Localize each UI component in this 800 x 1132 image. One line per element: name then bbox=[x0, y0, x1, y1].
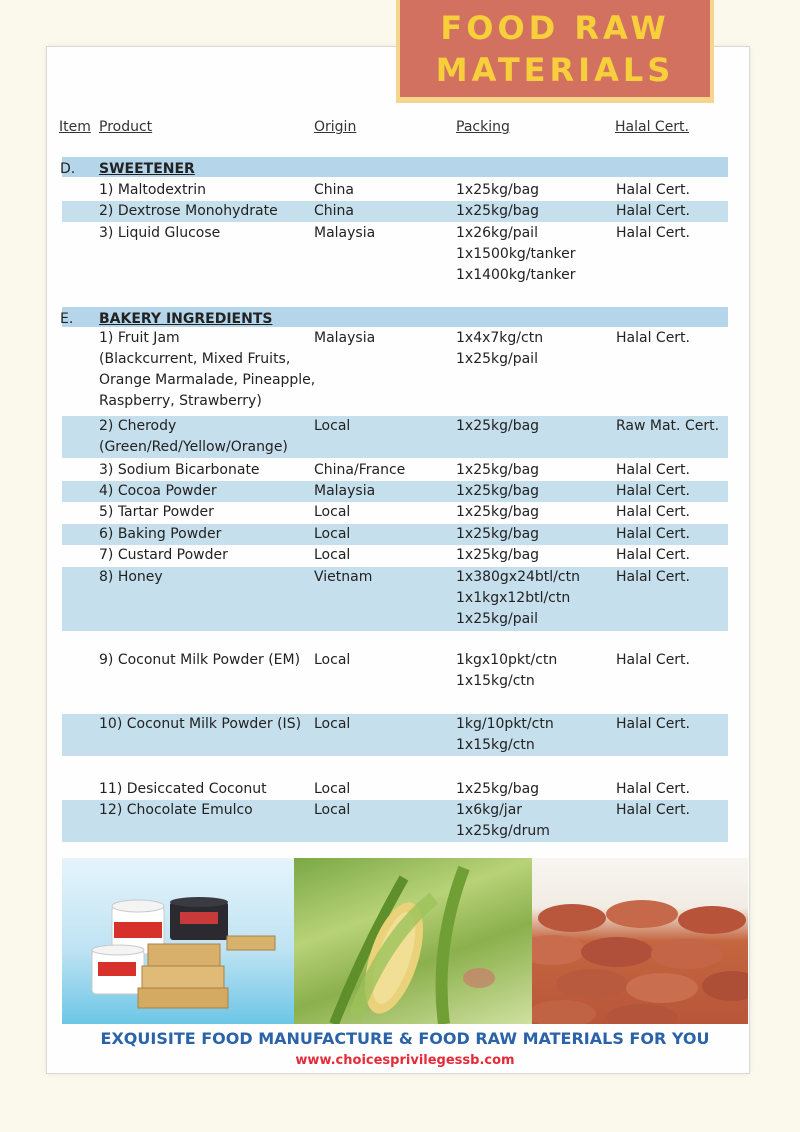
packing-cell: 1x25kg/bag bbox=[456, 418, 540, 434]
packing-cell: 1x25kg/bag bbox=[456, 526, 540, 542]
product-name: 12) Chocolate Emulco bbox=[99, 802, 253, 818]
footer-url[interactable]: www.choicesprivilegessb.com bbox=[295, 1053, 515, 1068]
origin-cell: Malaysia bbox=[314, 330, 376, 346]
origin-cell: Local bbox=[314, 504, 351, 520]
halal-cert-cell: Halal Cert. bbox=[616, 483, 690, 499]
halal-cert-cell: Halal Cert. bbox=[616, 330, 690, 346]
packing-cell: 1x1500kg/tanker bbox=[456, 246, 576, 262]
origin-cell: China bbox=[314, 182, 354, 198]
halal-cert-cell: Halal Cert. bbox=[616, 182, 690, 198]
packing-cell: 1x25kg/bag bbox=[456, 462, 540, 478]
packing-cell: 1x26kg/pail bbox=[456, 225, 538, 241]
origin-cell: Local bbox=[314, 526, 351, 542]
origin-cell: China bbox=[314, 203, 354, 219]
product-name: 2) Cherody bbox=[99, 418, 177, 434]
origin-cell: Local bbox=[314, 716, 351, 732]
origin-cell: China/France bbox=[314, 462, 406, 478]
packing-cell: 1x4x7kg/ctn bbox=[456, 330, 544, 346]
packing-cell: 1x25kg/pail bbox=[456, 351, 538, 367]
product-name: 3) Liquid Glucose bbox=[99, 225, 221, 241]
origin-cell: Local bbox=[314, 547, 351, 563]
product-name: 7) Custard Powder bbox=[99, 547, 228, 563]
origin-cell: Local bbox=[314, 781, 351, 797]
product-name: 2) Dextrose Monohydrate bbox=[99, 203, 278, 219]
header-origin: Origin bbox=[314, 119, 357, 135]
halal-cert-cell: Halal Cert. bbox=[616, 547, 690, 563]
packing-cell: 1x6kg/jar bbox=[456, 802, 523, 818]
header-product: Product bbox=[99, 119, 153, 135]
photo-strip bbox=[62, 858, 748, 1024]
halal-cert-cell: Halal Cert. bbox=[616, 203, 690, 219]
halal-cert-cell: Halal Cert. bbox=[616, 781, 690, 797]
halal-cert-cell: Halal Cert. bbox=[616, 802, 690, 818]
product-name: 4) Cocoa Powder bbox=[99, 483, 217, 499]
packing-cell: 1x25kg/bag bbox=[456, 547, 540, 563]
packing-cell: 1x25kg/bag bbox=[456, 781, 540, 797]
header-item: Item bbox=[59, 119, 91, 135]
origin-cell: Malaysia bbox=[314, 225, 376, 241]
product-detail: Raspberry, Strawberry) bbox=[99, 393, 262, 409]
title-banner bbox=[396, 0, 714, 103]
halal-cert-cell: Halal Cert. bbox=[616, 462, 690, 478]
halal-cert-cell: Halal Cert. bbox=[616, 526, 690, 542]
product-name: 1) Fruit Jam bbox=[99, 330, 180, 346]
product-name: 11) Desiccated Coconut bbox=[99, 781, 267, 797]
product-name: 5) Tartar Powder bbox=[99, 504, 214, 520]
packing-cell: 1kg/10pkt/ctn bbox=[456, 716, 554, 732]
packing-cell: 1x1400kg/tanker bbox=[456, 267, 576, 283]
origin-cell: Local bbox=[314, 652, 351, 668]
halal-cert-cell: Halal Cert. bbox=[616, 716, 690, 732]
origin-cell: Local bbox=[314, 418, 351, 434]
product-name: 10) Coconut Milk Powder (IS) bbox=[99, 716, 302, 732]
title-line-2: MATERIALS bbox=[435, 50, 675, 89]
origin-cell: Malaysia bbox=[314, 483, 376, 499]
packing-cell: 1x380gx24btl/ctn bbox=[456, 569, 580, 585]
product-name: 6) Baking Powder bbox=[99, 526, 222, 542]
product-containers-photo bbox=[62, 858, 294, 1024]
halal-cert-cell: Halal Cert. bbox=[616, 225, 690, 241]
halal-cert-cell: Halal Cert. bbox=[616, 504, 690, 520]
beans-photo bbox=[532, 858, 748, 1024]
footer-slogan: EXQUISITE FOOD MANUFACTURE & FOOD RAW MATERIALS FOR YOU bbox=[100, 1029, 710, 1048]
corn-photo bbox=[294, 858, 532, 1024]
halal-cert-cell: Halal Cert. bbox=[616, 569, 690, 585]
packing-cell: 1x25kg/bag bbox=[456, 504, 540, 520]
packing-cell: 1x15kg/ctn bbox=[456, 673, 535, 689]
product-detail: (Blackcurrent, Mixed Fruits, bbox=[99, 351, 291, 367]
section-letter: E. bbox=[60, 311, 74, 327]
origin-cell: Local bbox=[314, 802, 351, 818]
product-detail: Orange Marmalade, Pineapple, bbox=[99, 372, 316, 388]
packing-cell: 1x25kg/bag bbox=[456, 203, 540, 219]
header-halal: Halal Cert. bbox=[615, 119, 689, 135]
packing-cell: 1x25kg/bag bbox=[456, 182, 540, 198]
header-packing: Packing bbox=[456, 119, 510, 135]
halal-cert-cell: Raw Mat. Cert. bbox=[616, 418, 720, 434]
packing-cell: 1x1kgx12btl/ctn bbox=[456, 590, 571, 606]
product-name: 1) Maltodextrin bbox=[99, 182, 206, 198]
product-name: 9) Coconut Milk Powder (EM) bbox=[99, 652, 301, 668]
section-letter: D. bbox=[60, 161, 76, 177]
packing-cell: 1x15kg/ctn bbox=[456, 737, 535, 753]
product-name: 3) Sodium Bicarbonate bbox=[99, 462, 260, 478]
packing-cell: 1x25kg/bag bbox=[456, 483, 540, 499]
packing-cell: 1x25kg/drum bbox=[456, 823, 550, 839]
origin-cell: Vietnam bbox=[314, 569, 373, 585]
product-name: 8) Honey bbox=[99, 569, 163, 585]
packing-cell: 1x25kg/pail bbox=[456, 611, 538, 627]
section-title: BAKERY INGREDIENTS bbox=[99, 311, 273, 327]
halal-cert-cell: Halal Cert. bbox=[616, 652, 690, 668]
product-detail: (Green/Red/Yellow/Orange) bbox=[99, 439, 288, 455]
packing-cell: 1kgx10pkt/ctn bbox=[456, 652, 558, 668]
section-title: SWEETENER bbox=[99, 161, 195, 177]
title-line-1: FOOD RAW bbox=[440, 8, 670, 47]
